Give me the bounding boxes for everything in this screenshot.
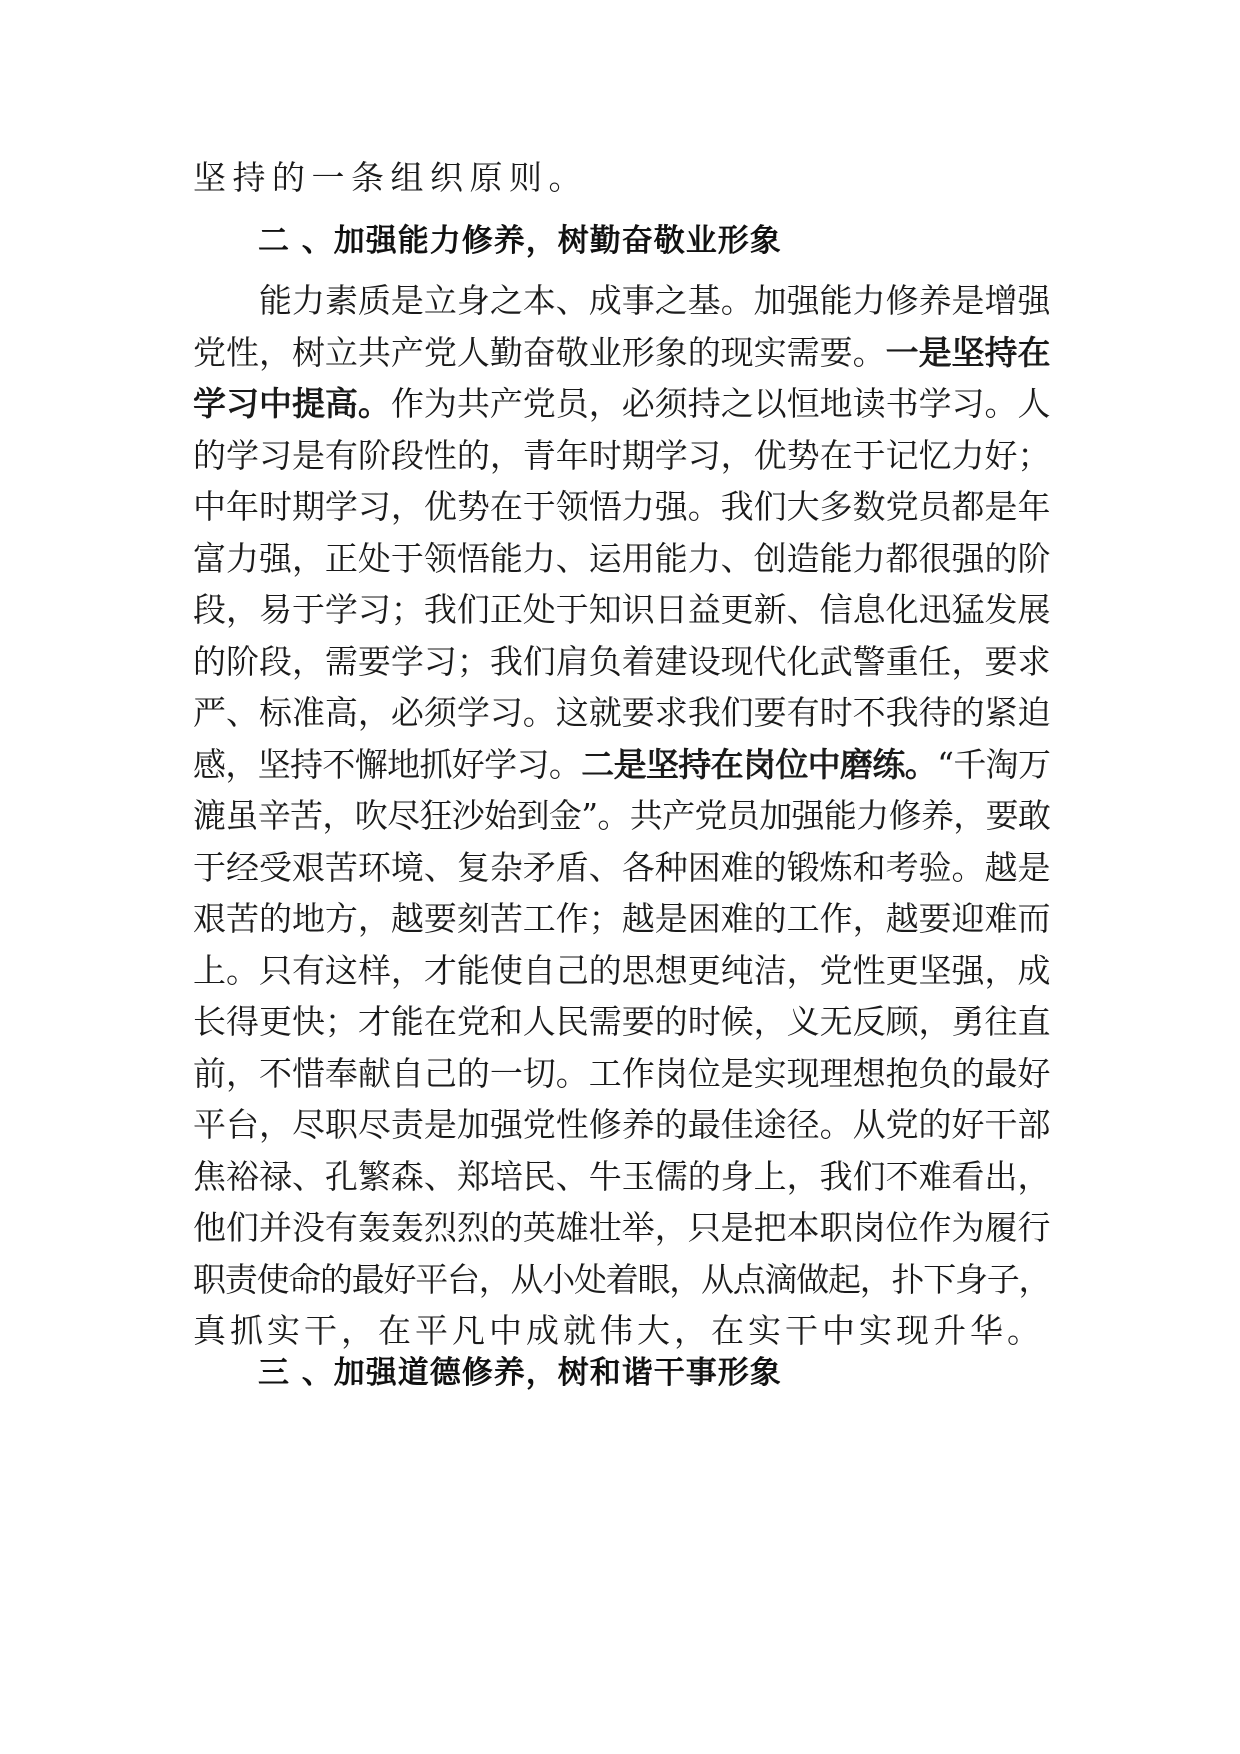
text-line: 艰苦的地方，越要刻苦工作；越是困难的工作，越要迎难而	[193, 899, 1050, 938]
text-line: 的学习是有阶段性的，青年时期学习，优势在于记忆力好；	[193, 435, 1050, 475]
text-line: 真抓实干，在平凡中成就伟大，在实干中实现升华。	[193, 1311, 1044, 1350]
text-line: 坚持的一条组织原则。	[193, 158, 588, 197]
bold-span: 一是坚持在	[885, 332, 1051, 372]
section-heading-2: 二 、加强能力修养，树勤奋敬业形象	[258, 223, 782, 259]
text-line: 严、标准高，必须学习。这就要求我们要有时不我待的紧迫	[193, 693, 1050, 732]
text-span: 感，坚持不懈地抓好学习。	[193, 744, 582, 784]
text-line: 长得更快；才能在党和人民需要的时候，义无反顾，勇往直	[193, 1002, 1050, 1041]
body-paragraph	[193, 275, 1050, 1357]
text-line: 上。只有这样，才能使自己的思想更纯洁，党性更坚强，成	[193, 950, 1050, 990]
text-line: 前，不惜奉献自己的一切。工作岗位是实现理想抱负的最好	[193, 1053, 1050, 1093]
text-line	[193, 327, 1050, 379]
continuation-text	[193, 152, 1050, 204]
text-line: 的阶段，需要学习；我们肩负着建设现代化武警重任，要求	[193, 641, 1050, 681]
bold-span: 二是坚持在岗位中磨练。	[581, 744, 938, 784]
text-span: 党性，树立共产党人勤奋敬业形象的现实需要。	[193, 332, 886, 372]
text-line: 平台，尽职尽责是加强党性修养的最佳途径。从党的好干部	[193, 1105, 1050, 1144]
text-line: 段，易于学习；我们正处于知识日益更新、信息化迅猛发展	[193, 590, 1050, 629]
section-heading-3: 三 、加强道德修养，树和谐干事形象	[258, 1355, 782, 1391]
text-line: 漉虽辛苦，吹尽狂沙始到金”。共产党员加强能力修养，要敢	[193, 796, 1050, 835]
text-line	[193, 378, 1050, 430]
text-span: “千淘万	[937, 744, 1051, 784]
text-span: 作为共产党员，必须持之以恒地读书学习。人	[390, 384, 1051, 423]
text-line: 焦裕禄、孔繁森、郑培民、牛玉儒的身上，我们不难看出，	[193, 1156, 1050, 1196]
text-line: 他们并没有轰轰烈烈的英雄壮举，只是把本职岗位作为履行	[193, 1208, 1050, 1247]
text-line: 富力强，正处于领悟能力、运用能力、创造能力都很强的阶	[193, 538, 1050, 578]
text-line: 中年时期学习，优势在于领悟力强。我们大多数党员都是年	[193, 487, 1050, 526]
text-line: 能力素质是立身之本、成事之基。加强能力修养是增强	[259, 281, 1050, 320]
text-line: 于经受艰苦环境、复杂矛盾、各种困难的锻炼和考验。越是	[193, 847, 1050, 887]
text-line	[193, 739, 1050, 791]
text-line: 职责使命的最好平台，从小处着眼，从点滴做起，扑下身子，	[193, 1259, 1050, 1299]
bold-span: 学习中提高。	[193, 384, 391, 423]
